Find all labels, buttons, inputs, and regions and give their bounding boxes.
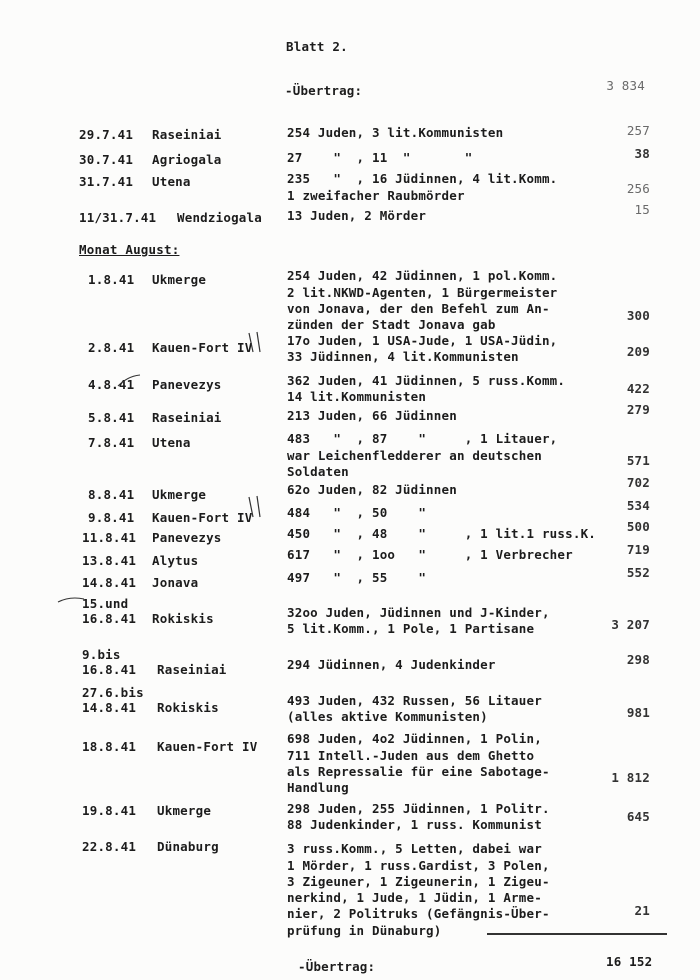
row-place: Utena (152, 435, 191, 450)
row-text: 617 " , 1oo " , 1 Verbrecher (287, 547, 573, 562)
page-title: Blatt 2. (286, 39, 348, 54)
row-text: 294 Jüdinnen, 4 Judenkinder (287, 657, 496, 672)
row-place: Raseiniai (152, 127, 222, 142)
row-date: 16.8.41 (82, 662, 137, 677)
handwritten-mark (116, 373, 142, 389)
row-text: 711 Intell.-Juden aus dem Ghetto (287, 748, 535, 763)
row-text: 213 Juden, 66 Jüdinnen (287, 408, 457, 423)
row-place: Alytus (152, 553, 199, 568)
row-text: 14 lit.Kommunisten (287, 389, 427, 404)
row-date: 1.8.41 (88, 272, 135, 287)
row-date: 18.8.41 (82, 739, 137, 754)
row-text: 698 Juden, 4o2 Jüdinnen, 1 Polin, (287, 731, 542, 746)
row-place: Agriogala (152, 152, 222, 167)
row-date: 11.8.41 (82, 530, 137, 545)
row-total: 21 (634, 903, 650, 918)
row-date: 14.8.41 (82, 575, 137, 590)
row-total: 279 (626, 402, 650, 417)
row-place: Ukmerge (152, 272, 207, 287)
row-date: 13.8.41 (82, 553, 137, 568)
row-text: prüfung in Dünaburg) (287, 923, 442, 938)
row-total: 3 207 (611, 617, 650, 632)
row-place: Utena (152, 174, 191, 189)
row-total: 15 (634, 202, 650, 217)
row-place: Wendziogala (177, 210, 262, 225)
row-total: 534 (626, 498, 650, 513)
row-text: von Jonava, der den Befehl zum An- (287, 301, 550, 316)
row-place: Kauen-Fort IV (152, 510, 253, 525)
row-total: 645 (626, 809, 650, 824)
row-place: Raseiniai (152, 410, 222, 425)
row-date: 29.7.41 (79, 127, 134, 142)
row-text: (alles aktive Kommunisten) (287, 709, 488, 724)
row-date: 22.8.41 (82, 839, 137, 854)
row-date: 30.7.41 (79, 152, 134, 167)
row-place: Rokiskis (157, 700, 219, 715)
row-place: Rokiskis (152, 611, 214, 626)
total-rule (487, 933, 667, 935)
row-text: 497 " , 55 " (287, 570, 427, 585)
row-total: 500 (626, 519, 650, 534)
row-text: 483 " , 87 " , 1 Litauer, (287, 431, 558, 446)
row-total: 38 (634, 146, 650, 161)
row-date: 16.8.41 (82, 611, 137, 626)
row-date: 11/31.7.41 (79, 210, 157, 225)
row-text: nier, 2 Politruks (Gefängnis-Über- (287, 906, 550, 921)
row-date: 5.8.41 (88, 410, 135, 425)
row-text: nerkind, 1 Jude, 1 Jüdin, 1 Arme- (287, 890, 542, 905)
row-text: 88 Judenkinder, 1 russ. Kommunist (287, 817, 542, 832)
row-text: 5 lit.Komm., 1 Pole, 1 Partisane (287, 621, 535, 636)
row-place: Jonava (152, 575, 199, 590)
row-place: Ukmerge (157, 803, 212, 818)
row-place: Raseiniai (157, 662, 227, 677)
row-total: 552 (626, 565, 650, 580)
carry-in-label: -Übertrag: (285, 83, 363, 98)
row-date: 8.8.41 (88, 487, 135, 502)
row-text: 362 Juden, 41 Jüdinnen, 5 russ.Komm. (287, 373, 566, 388)
row-text: 254 Juden, 3 lit.Kommunisten (287, 125, 504, 140)
row-place: Panevezys (152, 530, 222, 545)
row-date: 4.8.41 (88, 377, 135, 392)
row-text: 254 Juden, 42 Jüdinnen, 1 pol.Komm. (287, 268, 558, 283)
row-text: 2 lit.NKWD-Agenten, 1 Bürgermeister (287, 285, 558, 300)
handwritten-mark (56, 592, 86, 606)
row-text: 493 Juden, 432 Russen, 56 Litauer (287, 693, 542, 708)
row-total: 209 (626, 344, 650, 359)
row-place: Ukmerge (152, 487, 207, 502)
row-total: 719 (626, 542, 650, 557)
row-total: 1 812 (611, 770, 650, 785)
row-text: 1 Mörder, 1 russ.Gardist, 3 Polen, (287, 858, 550, 873)
row-text: Soldaten (287, 464, 349, 479)
row-total: 300 (626, 308, 650, 323)
row-total: 298 (626, 652, 650, 667)
carry-in-value: 3 834 (606, 78, 645, 93)
carry-out-label: -Übertrag: (298, 959, 376, 974)
row-date: 9.8.41 (88, 510, 135, 525)
row-text: 32oo Juden, Jüdinnen und J-Kinder, (287, 605, 550, 620)
row-date: 14.8.41 (82, 700, 137, 715)
row-date: 19.8.41 (82, 803, 137, 818)
row-total: 571 (626, 453, 650, 468)
row-place: Panevezys (152, 377, 222, 392)
row-text: 3 Zigeuner, 1 Zigeunerin, 1 Zigeu- (287, 874, 550, 889)
row-place: Kauen-Fort IV (152, 340, 253, 355)
handwritten-mark (245, 330, 265, 356)
row-text: 450 " , 48 " , 1 lit.1 russ.K. (287, 526, 597, 541)
row-total: 981 (626, 705, 650, 720)
row-date: 31.7.41 (79, 174, 134, 189)
row-text: 1 zweifacher Raubmörder (287, 188, 465, 203)
row-date-prefix: 27.6.bis (82, 685, 144, 700)
row-text: zünden der Stadt Jonava gab (287, 317, 496, 332)
row-date-prefix: 15.und (82, 596, 129, 611)
row-text: 33 Jüdinnen, 4 lit.Kommunisten (287, 349, 519, 364)
section-label: Monat August: (79, 242, 180, 257)
row-date: 2.8.41 (88, 340, 135, 355)
row-text: 27 " , 11 " " (287, 150, 473, 165)
row-text: 17o Juden, 1 USA-Jude, 1 USA-Jüdin, (287, 333, 558, 348)
row-text: 62o Juden, 82 Jüdinnen (287, 482, 457, 497)
row-text: war Leichenfledderer an deutschen (287, 448, 542, 463)
row-total: 702 (626, 475, 650, 490)
row-text: 235 " , 16 Jüdinnen, 4 lit.Komm. (287, 171, 558, 186)
row-text: 484 " , 50 " (287, 505, 427, 520)
row-place: Dünaburg (157, 839, 219, 854)
row-text: 298 Juden, 255 Jüdinnen, 1 Politr. (287, 801, 550, 816)
row-text: Handlung (287, 780, 349, 795)
row-text: 3 russ.Komm., 5 Letten, dabei war (287, 841, 542, 856)
row-text: als Repressalie für eine Sabotage- (287, 764, 550, 779)
carry-out-value: 16 152 (606, 954, 653, 969)
row-total: 422 (626, 381, 650, 396)
row-total: 257 (626, 123, 650, 138)
row-place: Kauen-Fort IV (157, 739, 258, 754)
row-date-prefix: 9.bis (82, 647, 121, 662)
handwritten-mark (246, 493, 266, 521)
row-date: 7.8.41 (88, 435, 135, 450)
row-text: 13 Juden, 2 Mörder (287, 208, 427, 223)
row-total: 256 (626, 181, 650, 196)
